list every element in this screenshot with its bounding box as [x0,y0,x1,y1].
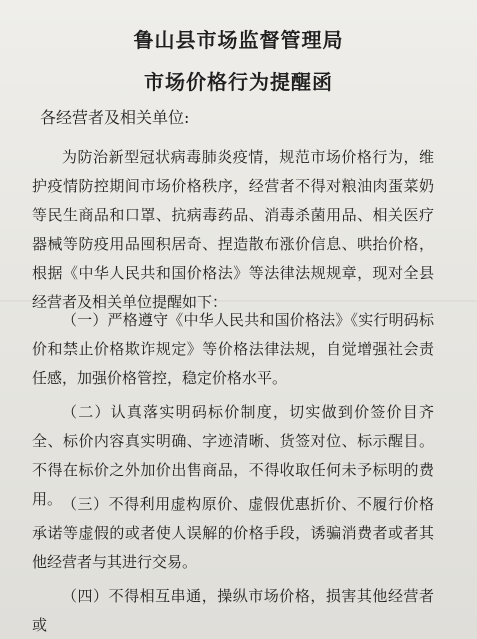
item-3-paragraph: （三）不得利用虚构原价、虚假优惠折价、不履行价格承诺等虚假的或者使人误解的价格手段，诱骗消费者或者其他经营者与其进行交易。 [32,495,434,571]
item-2-paragraph: （二）认真落实明码标价制度，切实做到价签价目齐全、标价内容真实明确、字迹清晰、货签对位、标示醒目。不得在标价之外加价出售商品，不得收取任何未予标明的费用。 [32,403,434,508]
document-header [0,26,477,96]
item-4-paragraph: （四）不得相互串通，操纵市场价格，损害其他经营者或 [32,587,434,634]
intro-paragraph: 为防治新型冠状病毒肺炎疫情，规范市场价格行为，维护疫情防控期间市场价格秩序，经营者不得对粮油肉蛋菜奶等民生商品和口罩、抗病毒药品、消毒杀菌用品、相关医疗器械等防疫用品囤积居奇、捏造散布涨价信息、哄抬价格，根据《中华人民共和国价格法》等法律法规规章，现对全县经营者及相关单位提醒如下： [32,148,434,311]
salutation: 各经营者及相关单位: [40,108,190,127]
issuer-title: 鲁山县市场监督管理局 [133,28,344,52]
item-1-paragraph: （一）严格遵守《中华人民共和国价格法》《实行明码标价和禁止价格欺诈规定》等价格法律法规，自觉增强社会责任感，加强价格管控，稳定价格水平。 [32,311,434,387]
letter-title: 市场价格行为提醒函 [144,70,333,94]
